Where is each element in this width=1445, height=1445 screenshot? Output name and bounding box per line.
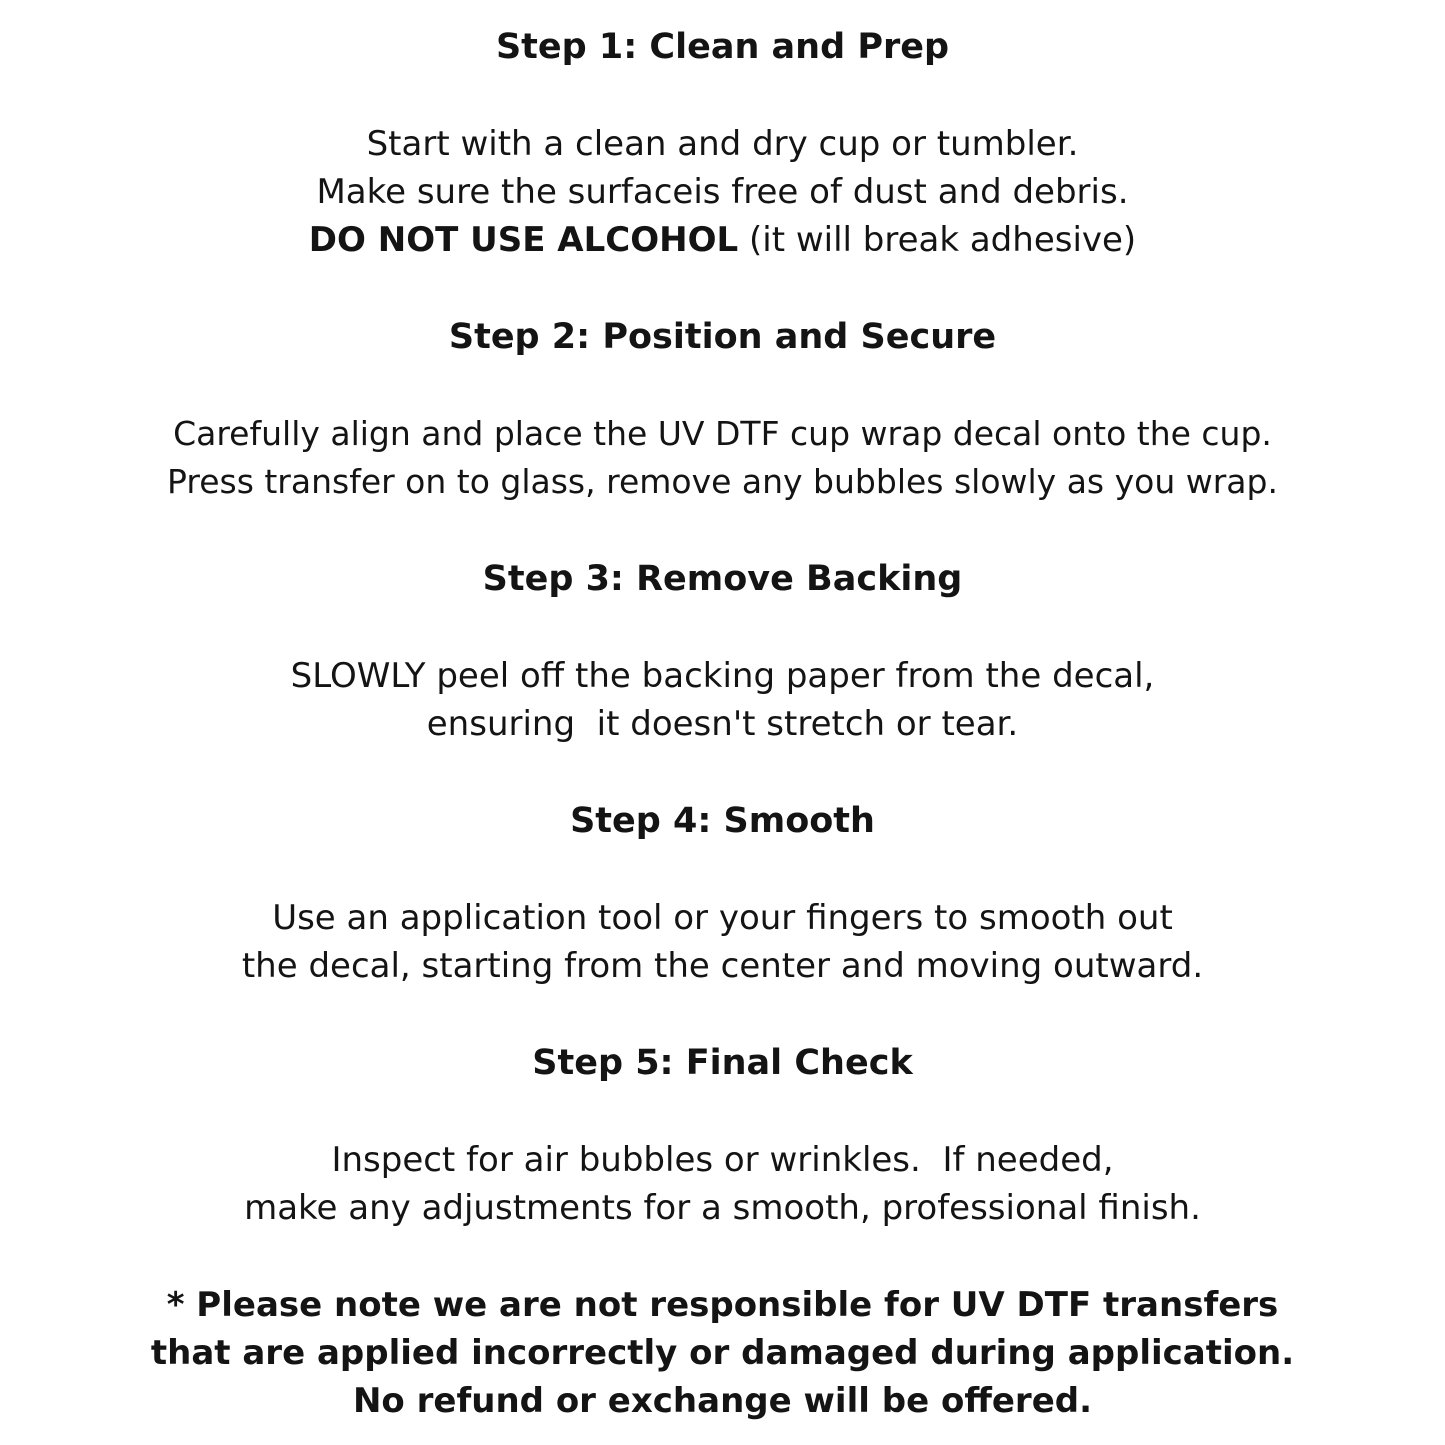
- step-4-line-1: Use an application tool or your fingers to smooth out: [272, 898, 1173, 938]
- step-3-heading: Step 3: Remove Backing: [482, 559, 963, 599]
- step-2-heading: Step 2: Position and Secure: [448, 317, 997, 357]
- step-1-heading: Step 1: Clean and Prep: [495, 27, 950, 67]
- step-1-line-2: Make sure the surfaceis free of dust and debris.: [316, 172, 1129, 212]
- step-5-line-1: Inspect for air bubbles or wrinkles. If needed,: [331, 1140, 1114, 1180]
- step-5-heading: Step 5: Final Check: [532, 1043, 913, 1083]
- step-2-line-2: Press transfer on to glass, remove any bubbles slowly as you wrap.: [167, 462, 1278, 501]
- disclaimer-line-3: No refund or exchange will be offered.: [352, 1381, 1093, 1421]
- step-1-warning: [0, 216, 1445, 264]
- step-1-line-1: Start with a clean and dry cup or tumbler.: [366, 124, 1079, 164]
- step-3-line-2: ensuring it doesn't stretch or tear.: [426, 704, 1019, 744]
- disclaimer-line-2: that are applied incorrectly or damaged during application.: [150, 1333, 1295, 1373]
- step-4-line-2: the decal, starting from the center and moving outward.: [241, 946, 1204, 986]
- step-3-line-1: SLOWLY peel off the backing paper from the decal,: [290, 656, 1155, 696]
- step-5-line-2: make any adjustments for a smooth, professional finish.: [244, 1188, 1201, 1228]
- step-1-warning-rest: (it will break adhesive): [738, 220, 1137, 260]
- step-1-warning-bold: DO NOT USE ALCOHOL: [308, 220, 739, 260]
- disclaimer-line-1: * Please note we are not responsible for UV DTF transfers: [166, 1285, 1279, 1325]
- step-2-line-1: Carefully align and place the UV DTF cup wrap decal onto the cup.: [173, 414, 1272, 453]
- step-4-heading: Step 4: Smooth: [570, 801, 875, 841]
